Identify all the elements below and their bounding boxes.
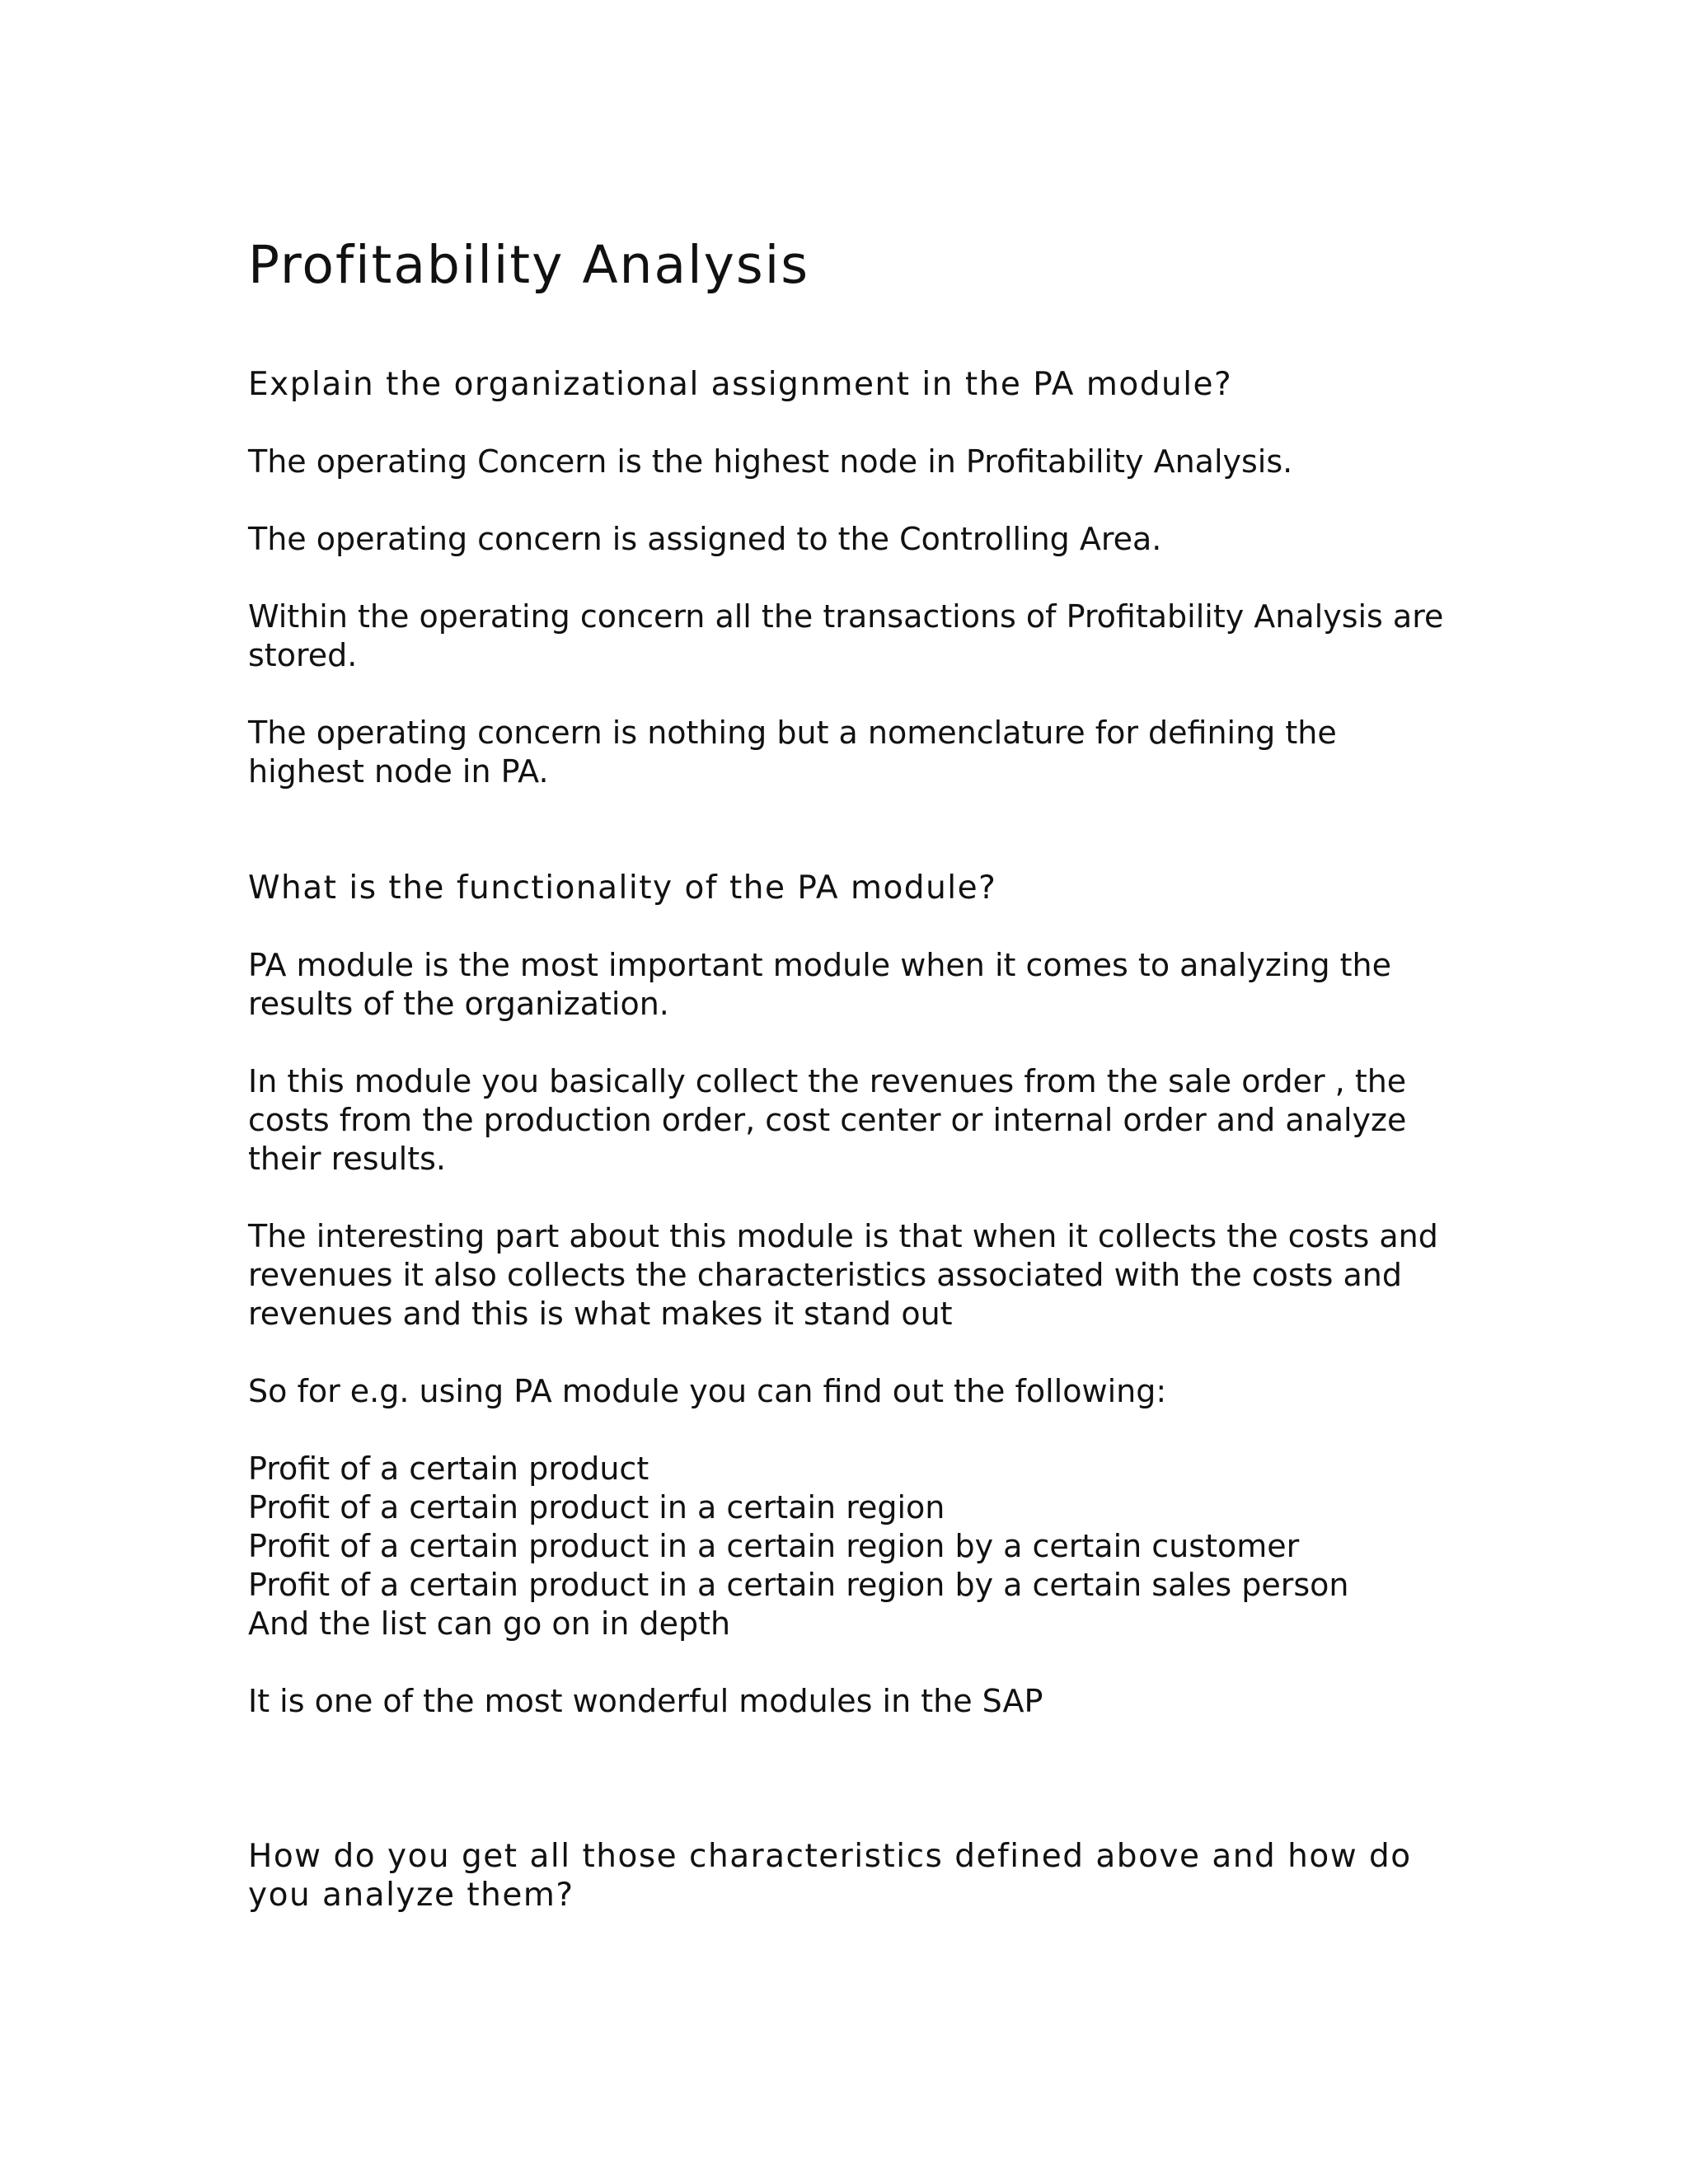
paragraph: The operating concern is nothing but a nomenclature for defining the highest node in PA. bbox=[248, 715, 1337, 790]
question-pa-functionality: What is the functionality of the PA module? bbox=[248, 869, 997, 907]
list-item: Profit of a certain product in a certain region bbox=[248, 1489, 945, 1526]
paragraph: Within the operating concern all the transactions of Profitability Analysis are stored. bbox=[248, 598, 1444, 673]
list-item: Profit of a certain product in a certain region by a certain sales person bbox=[248, 1567, 1349, 1603]
paragraph: So for e.g. using PA module you can find out the following: bbox=[248, 1373, 1167, 1409]
closing-paragraph: It is one of the most wonderful modules in the SAP bbox=[248, 1683, 1043, 1719]
paragraph: The operating Concern is the highest node in Profitability Analysis. bbox=[248, 443, 1293, 480]
list-item: Profit of a certain product bbox=[248, 1451, 649, 1487]
document-content bbox=[248, 232, 1460, 1915]
paragraph: PA module is the most important module when it comes to analyzing the results of the organization. bbox=[248, 947, 1391, 1022]
question-characteristics: How do you get all those characteristics defined above and how do you analyze them? bbox=[248, 1838, 1412, 1914]
paragraph: The operating concern is assigned to the Controlling Area. bbox=[248, 521, 1162, 557]
profit-examples-list bbox=[248, 1450, 1460, 1643]
paragraph: In this module you basically collect the revenues from the sale order , the costs from the production order, cost center or internal order and analyze their results. bbox=[248, 1063, 1407, 1177]
list-item: And the list can go on in depth bbox=[248, 1605, 731, 1642]
paragraph: The interesting part about this module is that when it collects the costs and revenues it also collects the characteristics associated with the costs and revenues and this is what makes it stand out bbox=[248, 1218, 1438, 1332]
list-item: Profit of a certain product in a certain region by a certain customer bbox=[248, 1528, 1300, 1564]
question-organizational-assignment: Explain the organizational assignment in the PA module? bbox=[248, 366, 1233, 403]
page-title: Profitability Analysis bbox=[248, 235, 810, 295]
